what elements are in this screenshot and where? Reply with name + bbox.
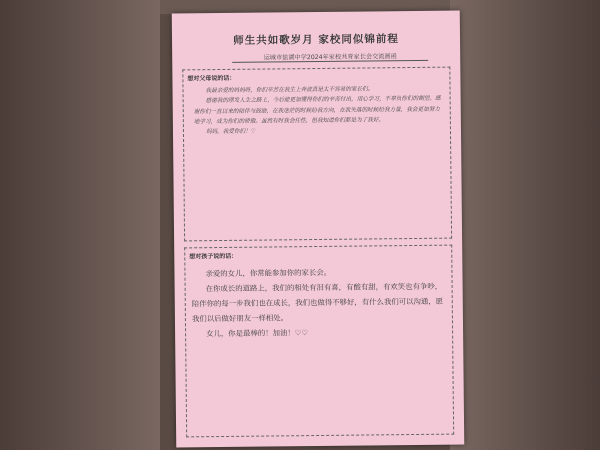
child-message-box xyxy=(184,245,454,438)
background-left xyxy=(0,0,160,450)
child-handwritten-text xyxy=(191,264,446,342)
parent-paragraph: 妈妈，我爱你们！♡ xyxy=(205,128,256,136)
parent-message-box xyxy=(182,67,452,242)
child-paragraph: 女儿，你是最棒的！加油！♡♡ xyxy=(206,328,309,339)
parent-section-label: 想对父母说的话： xyxy=(187,74,236,83)
child-section-label: 想对孩子说的话： xyxy=(189,252,238,261)
pink-paper-sheet xyxy=(172,11,465,448)
parent-paragraph: 感谢我的理发人生之路上，今后能更加懂得你们的辛苦付出，用心学习，不辜负你们的期望。感谢你们一直以来的陪伴与鼓励，在我迷茫的时候给我方向，在我失落的时候给我力量，我会更加努力地学习，成为你们的骄傲。虽然有时我会任性，但我知道你们都是为了我好。 xyxy=(193,96,441,126)
parent-handwritten-text xyxy=(193,84,444,138)
background-right xyxy=(450,0,600,450)
child-paragraph: 亲爱的女儿，你常能参加你的家长会。 xyxy=(205,267,332,279)
child-paragraph: 在你成长的道路上，我们的相处有泪有喜，有酸有甜，有欢笑也有争吵，陪伴你的每一步我们也在成长，我们也做得不够好，有什么我们可以沟通，愿我们以后做好朋友一样相处。 xyxy=(191,281,444,324)
document-subtitle: 运城市盐湖中学2024年家校共育家长会交流画函 xyxy=(263,53,397,62)
document-title: 师生共如歌岁月 家校同似锦前程 xyxy=(233,33,399,47)
parent-paragraph: 我最亲爱的妈妈呀，你们辛苦在我生上奔波真是太不容易的家长们。 xyxy=(205,86,374,95)
